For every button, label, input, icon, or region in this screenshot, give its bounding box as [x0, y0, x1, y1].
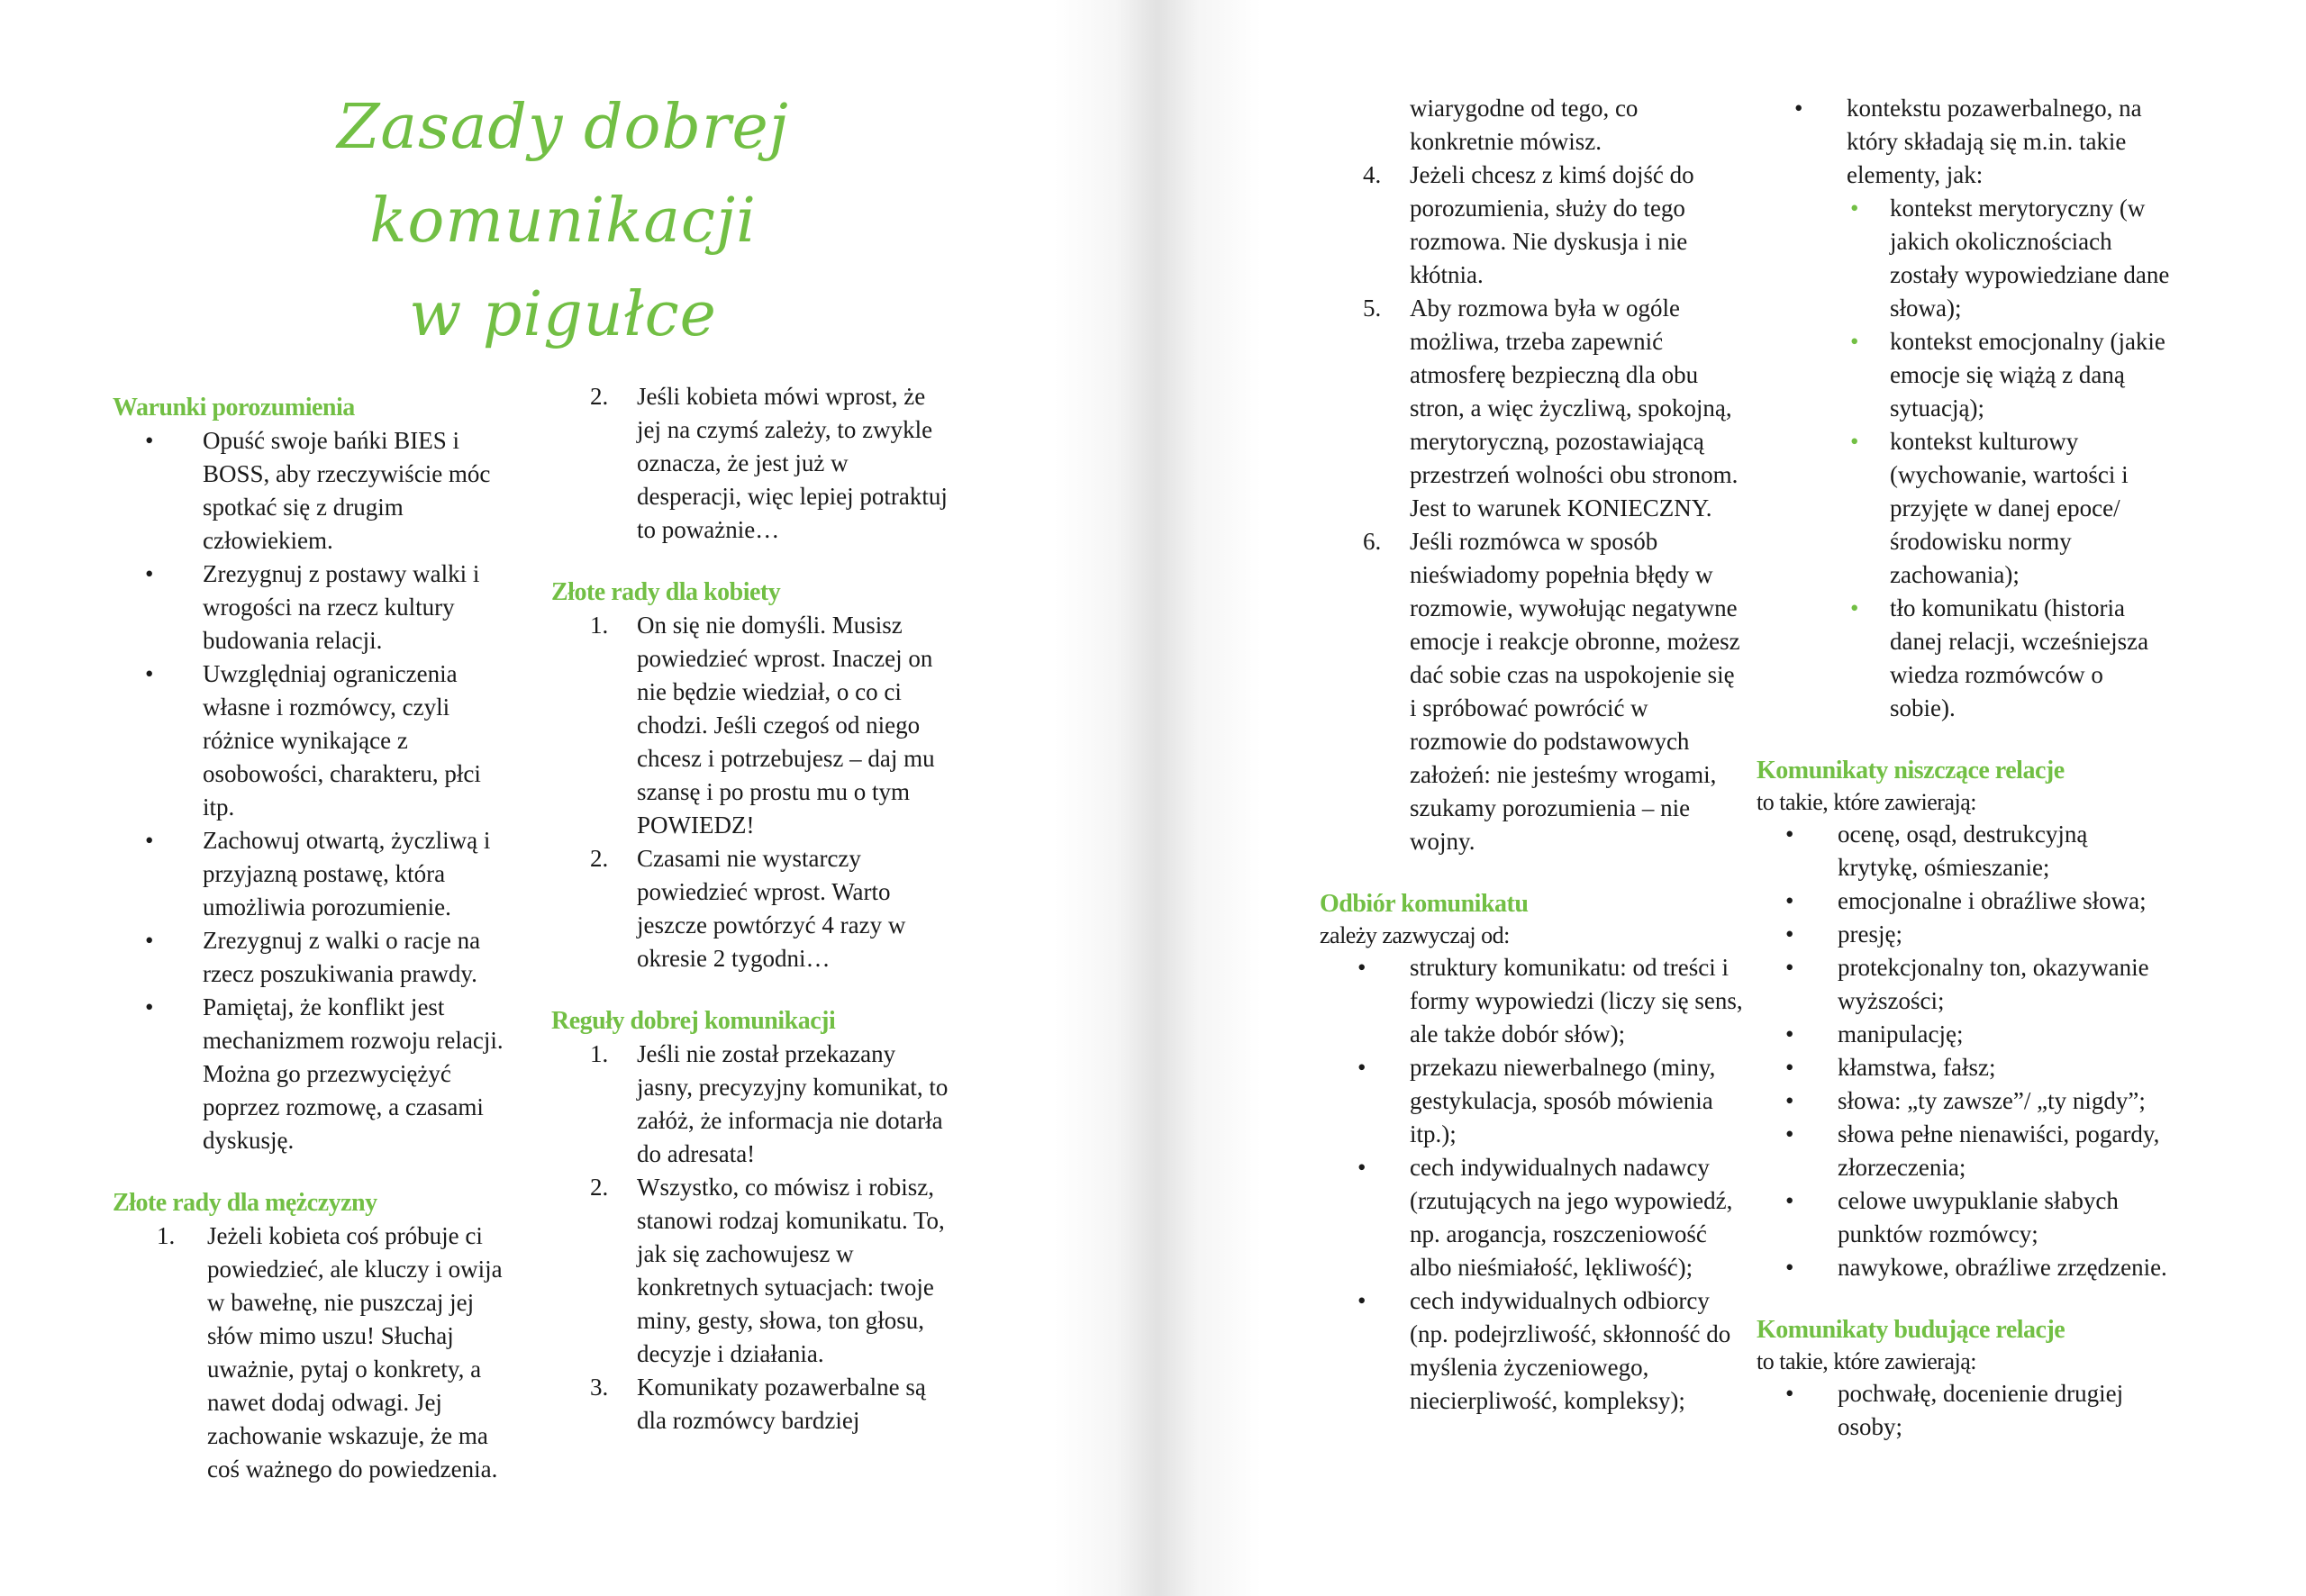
bullet: • — [1785, 1020, 1794, 1047]
list-odbior — [1320, 951, 1743, 1418]
list-item: 2. Czasami nie wystarczy powiedzieć wprost. Warto jeszcze powtórzyć 4 razy w okresie 2 tygodni… — [637, 842, 952, 975]
title-line-2: w pigułce — [409, 279, 717, 350]
list-item: 1. Jeżeli kobieta coś próbuje ci powiedzieć, ale kluczy i owija w bawełnę, nie puszczaj jej słów mimo uszu! Słuchaj uważnie, pytaj o konkrety, a nawet dodaj odwagi. Jej zachowanie wskazuje, że ma coś ważnego do powiedzenia. — [207, 1220, 509, 1486]
bullet: • — [145, 660, 154, 687]
green-bullet: • — [1850, 195, 1859, 222]
bullet: • — [145, 560, 154, 587]
list-item: • ocenę, osąd, destrukcyjną krytykę, ośmieszanie; — [1838, 818, 2171, 884]
list-item: • cech indywidualnych odbiorcy (np. podejrzliwość, skłonność do myślenia życzeniowego, niecierpliwość, kompleksy); — [1410, 1284, 1743, 1418]
list-item: 2. Jeśli kobieta mówi wprost, że jej na czymś zależy, to zwykle oznacza, że jest już w desperacji, więc lepiej potraktuj to poważnie… — [637, 380, 952, 547]
list-item: 5. Aby rozmowa była w ogóle możliwa, trzeba zapewnić atmosferę bezpieczną dla obu stron, a więc życzliwą, spokojną, merytoryczną, pozostawiającą przestrzeń wolności obu stronom. Jest to warunek KONIECZNY. — [1410, 292, 1743, 525]
list-reguly-cont — [1320, 159, 1743, 858]
list-item: • celowe uwypuklanie słabych punktów rozmówcy; — [1838, 1184, 2171, 1251]
item-number: 1. — [590, 612, 609, 639]
section-heading-budujace: Komunikaty budujące relacje — [1757, 1316, 2065, 1344]
list-item: • tło komunikatu (historia danej relacji, wcześniejsza wiedza rozmówców o sobie). — [1890, 592, 2171, 725]
bullet: • — [1785, 887, 1794, 914]
section-subheading-niszczace: to takie, które zawierają: — [1757, 789, 1976, 815]
green-bullet: • — [1850, 594, 1859, 621]
section-heading-rady-kobiety: Złote rady dla kobiety — [551, 578, 781, 606]
section-subheading-odbior: zależy zazwyczaj od: — [1320, 922, 1510, 948]
bullet: • — [1357, 1054, 1366, 1081]
continued-text: wiarygodne od tego, co konkretnie mówisz. — [1410, 95, 1639, 155]
bullet: • — [1785, 1087, 1794, 1114]
column-1 — [113, 391, 509, 1486]
section-heading-warunki: Warunki porozumienia — [113, 394, 355, 422]
sublist-kontekst — [1847, 192, 2171, 725]
list-item: • pochwałę, docenienie drugiej osoby; — [1838, 1377, 2171, 1444]
bullet: • — [1785, 1187, 1794, 1214]
section-heading-odbior: Odbiór komunikatu — [1320, 890, 1529, 918]
list-kontekst — [1757, 92, 2171, 725]
bullet: • — [1785, 920, 1794, 948]
list-item: • cech indywidualnych nadawcy (rzutujących na jego wypowiedź, np. arogancja, roszczeniowość albo nieśmiałość, lękliwość); — [1410, 1151, 1743, 1284]
list-item: • nawykowe, obraźliwe zrzędzenie. — [1838, 1251, 2171, 1284]
list-reguly — [551, 1038, 952, 1437]
section-heading-rady-mezczyzny: Złote rady dla mężczyzny — [113, 1189, 377, 1217]
list-item: • kłamstwa, fałsz; — [1838, 1051, 2171, 1084]
list-item: • Opuść swoje bańki BIES i BOSS, aby rzeczywiście móc spotkać się z drugim człowiekiem. — [203, 424, 509, 558]
green-bullet: • — [1850, 428, 1859, 455]
title-line-1: Zasady dobrej komunikacji — [337, 92, 789, 257]
list-rady-mezczyzny-cont — [551, 380, 952, 547]
list-item: • Zrezygnuj z walki o racje na rzecz poszukiwania prawdy. — [203, 924, 509, 991]
page-title — [135, 81, 991, 362]
list-item: • manipulację; — [1838, 1018, 2171, 1051]
item-number: 1. — [590, 1040, 609, 1067]
item-number: 2. — [590, 845, 609, 872]
bullet: • — [1357, 1287, 1366, 1314]
item-number: 2. — [590, 383, 609, 410]
column-4 — [1757, 92, 2171, 1444]
list-item: • Pamiętaj, że konflikt jest mechanizmem rozwoju relacji. Można go przezwyciężyć poprzez rozmowę, a czasami dyskusję. — [203, 991, 509, 1157]
list-item: • struktury komunikatu: od treści i formy wypowiedzi (liczy się sens, ale także dobór słów); — [1410, 951, 1743, 1051]
item-number: 4. — [1363, 161, 1382, 188]
section-heading-niszczace: Komunikaty niszczące relacje — [1757, 757, 2065, 784]
list-item: 4. Jeżeli chcesz z kimś dojść do porozumienia, służy do tego rozmowa. Nie dyskusja i nie kłótnia. — [1410, 159, 1743, 292]
item-number: 2. — [590, 1174, 609, 1201]
bullet: • — [1785, 1254, 1794, 1281]
list-item: • Uwzględniaj ograniczenia własne i rozmówcy, czyli różnice wynikające z osobowości, charakteru, płci itp. — [203, 657, 509, 824]
list-item: • słowa pełne nienawiści, pogardy, złorzeczenia; — [1838, 1118, 2171, 1184]
list-niszczace — [1757, 818, 2171, 1284]
bullet: • — [145, 927, 154, 954]
item-number: 6. — [1363, 528, 1382, 555]
list-item: • kontekst kulturowy (wychowanie, wartości i przyjęte w danej epoce/środowisku normy zachowania); — [1890, 425, 2171, 592]
bullet: • — [145, 827, 154, 854]
list-item: • kontekst emocjonalny (jakie emocje się wiążą z daną sytuacją); — [1890, 325, 2171, 425]
list-item: • Zrezygnuj z postawy walki i wrogości na rzecz kultury budowania relacji. — [203, 558, 509, 657]
section-heading-reguly: Reguły dobrej komunikacji — [551, 1007, 836, 1035]
list-item: • słowa: „ty zawsze”/ „ty nigdy”; — [1838, 1084, 2171, 1118]
list-item: 1. Jeśli nie został przekazany jasny, precyzyjny komunikat, to załóż, że informacja nie dotarła do adresata! — [637, 1038, 952, 1171]
list-budujace — [1757, 1377, 2171, 1444]
list-item: • emocjonalne i obraźliwe słowa; — [1838, 884, 2171, 918]
bullet: • — [1357, 1154, 1366, 1181]
list-warunki — [113, 424, 509, 1157]
item-number: 1. — [157, 1222, 176, 1249]
list-item: 1. On się nie domyśli. Musisz powiedzieć wprost. Inaczej on nie będzie wiedział, o co ci chodzi. Jeśli czegoś od niego chcesz i potrzebujesz – daj mu szansę i po prostu mu o tym POWIEDZ! — [637, 609, 952, 842]
list-item: 3. Komunikaty pozawerbalne są dla rozmówcy bardziej — [637, 1371, 952, 1437]
list-item: • Zachowuj otwartą, życzliwą i przyjazną postawę, która umożliwia porozumienie. — [203, 824, 509, 924]
bullet: • — [145, 427, 154, 454]
column-2 — [551, 380, 952, 1437]
column-3 — [1320, 92, 1743, 1418]
item-number: 3. — [590, 1374, 609, 1401]
bullet: • — [1785, 821, 1794, 848]
list-item: • protekcjonalny ton, okazywanie wyższości; — [1838, 951, 2171, 1018]
list-rady-mezczyzny — [113, 1220, 509, 1486]
list-item: • presję; — [1838, 918, 2171, 951]
bullet: • — [1794, 95, 1803, 122]
list-item: 6. Jeśli rozmówca w sposób nieświadomy popełnia błędy w rozmowie, wywołując negatywne emocje i reakcje obronne, możesz dać sobie czas na uspokojenie się i spróbować powrócić w rozmowie do podstawowych założeń: nie jesteśmy wrogami, szukamy porozumienia – nie wojny. — [1410, 525, 1743, 858]
bullet: • — [1785, 954, 1794, 981]
list-item: • przekazu niewerbalnego (miny, gestykulacja, sposób mówienia itp.); — [1410, 1051, 1743, 1151]
section-subheading-budujace: to takie, które zawierają: — [1757, 1348, 1976, 1374]
list-rady-kobiety — [551, 609, 952, 975]
bullet: • — [1785, 1120, 1794, 1147]
green-bullet: • — [1850, 328, 1859, 355]
item-number: 5. — [1363, 295, 1382, 322]
bullet: • — [145, 993, 154, 1020]
bullet: • — [1357, 954, 1366, 981]
list-item: • kontekstu pozawerbalnego, na który składają się m.in. takie elementy, jak: • kontekst merytoryczny (w jakich okolicznościach zostały wypowiedziane dane słowa); • kontekst emocjonalny (jakie emocje się wiążą z daną sytuacją); • kontekst kulturowy (wychowanie, wartości i przyjęte w danej epoce/środowisku normy zachowania); • tło komunikatu (historia danej relacji, wcześniejsza wiedza rozmówców o sobie). — [1847, 92, 2171, 725]
bullet: • — [1785, 1380, 1794, 1407]
list-item: 2. Wszystko, co mówisz i robisz, stanowi rodzaj komunikatu. To, jak się zachowujesz w konkretnych sytuacjach: twoje miny, gesty, słowa, ton głosu, decyzje i działania. — [637, 1171, 952, 1371]
list-item: • kontekst merytoryczny (w jakich okolicznościach zostały wypowiedziane dane słowa); — [1890, 192, 2171, 325]
bullet: • — [1785, 1054, 1794, 1081]
